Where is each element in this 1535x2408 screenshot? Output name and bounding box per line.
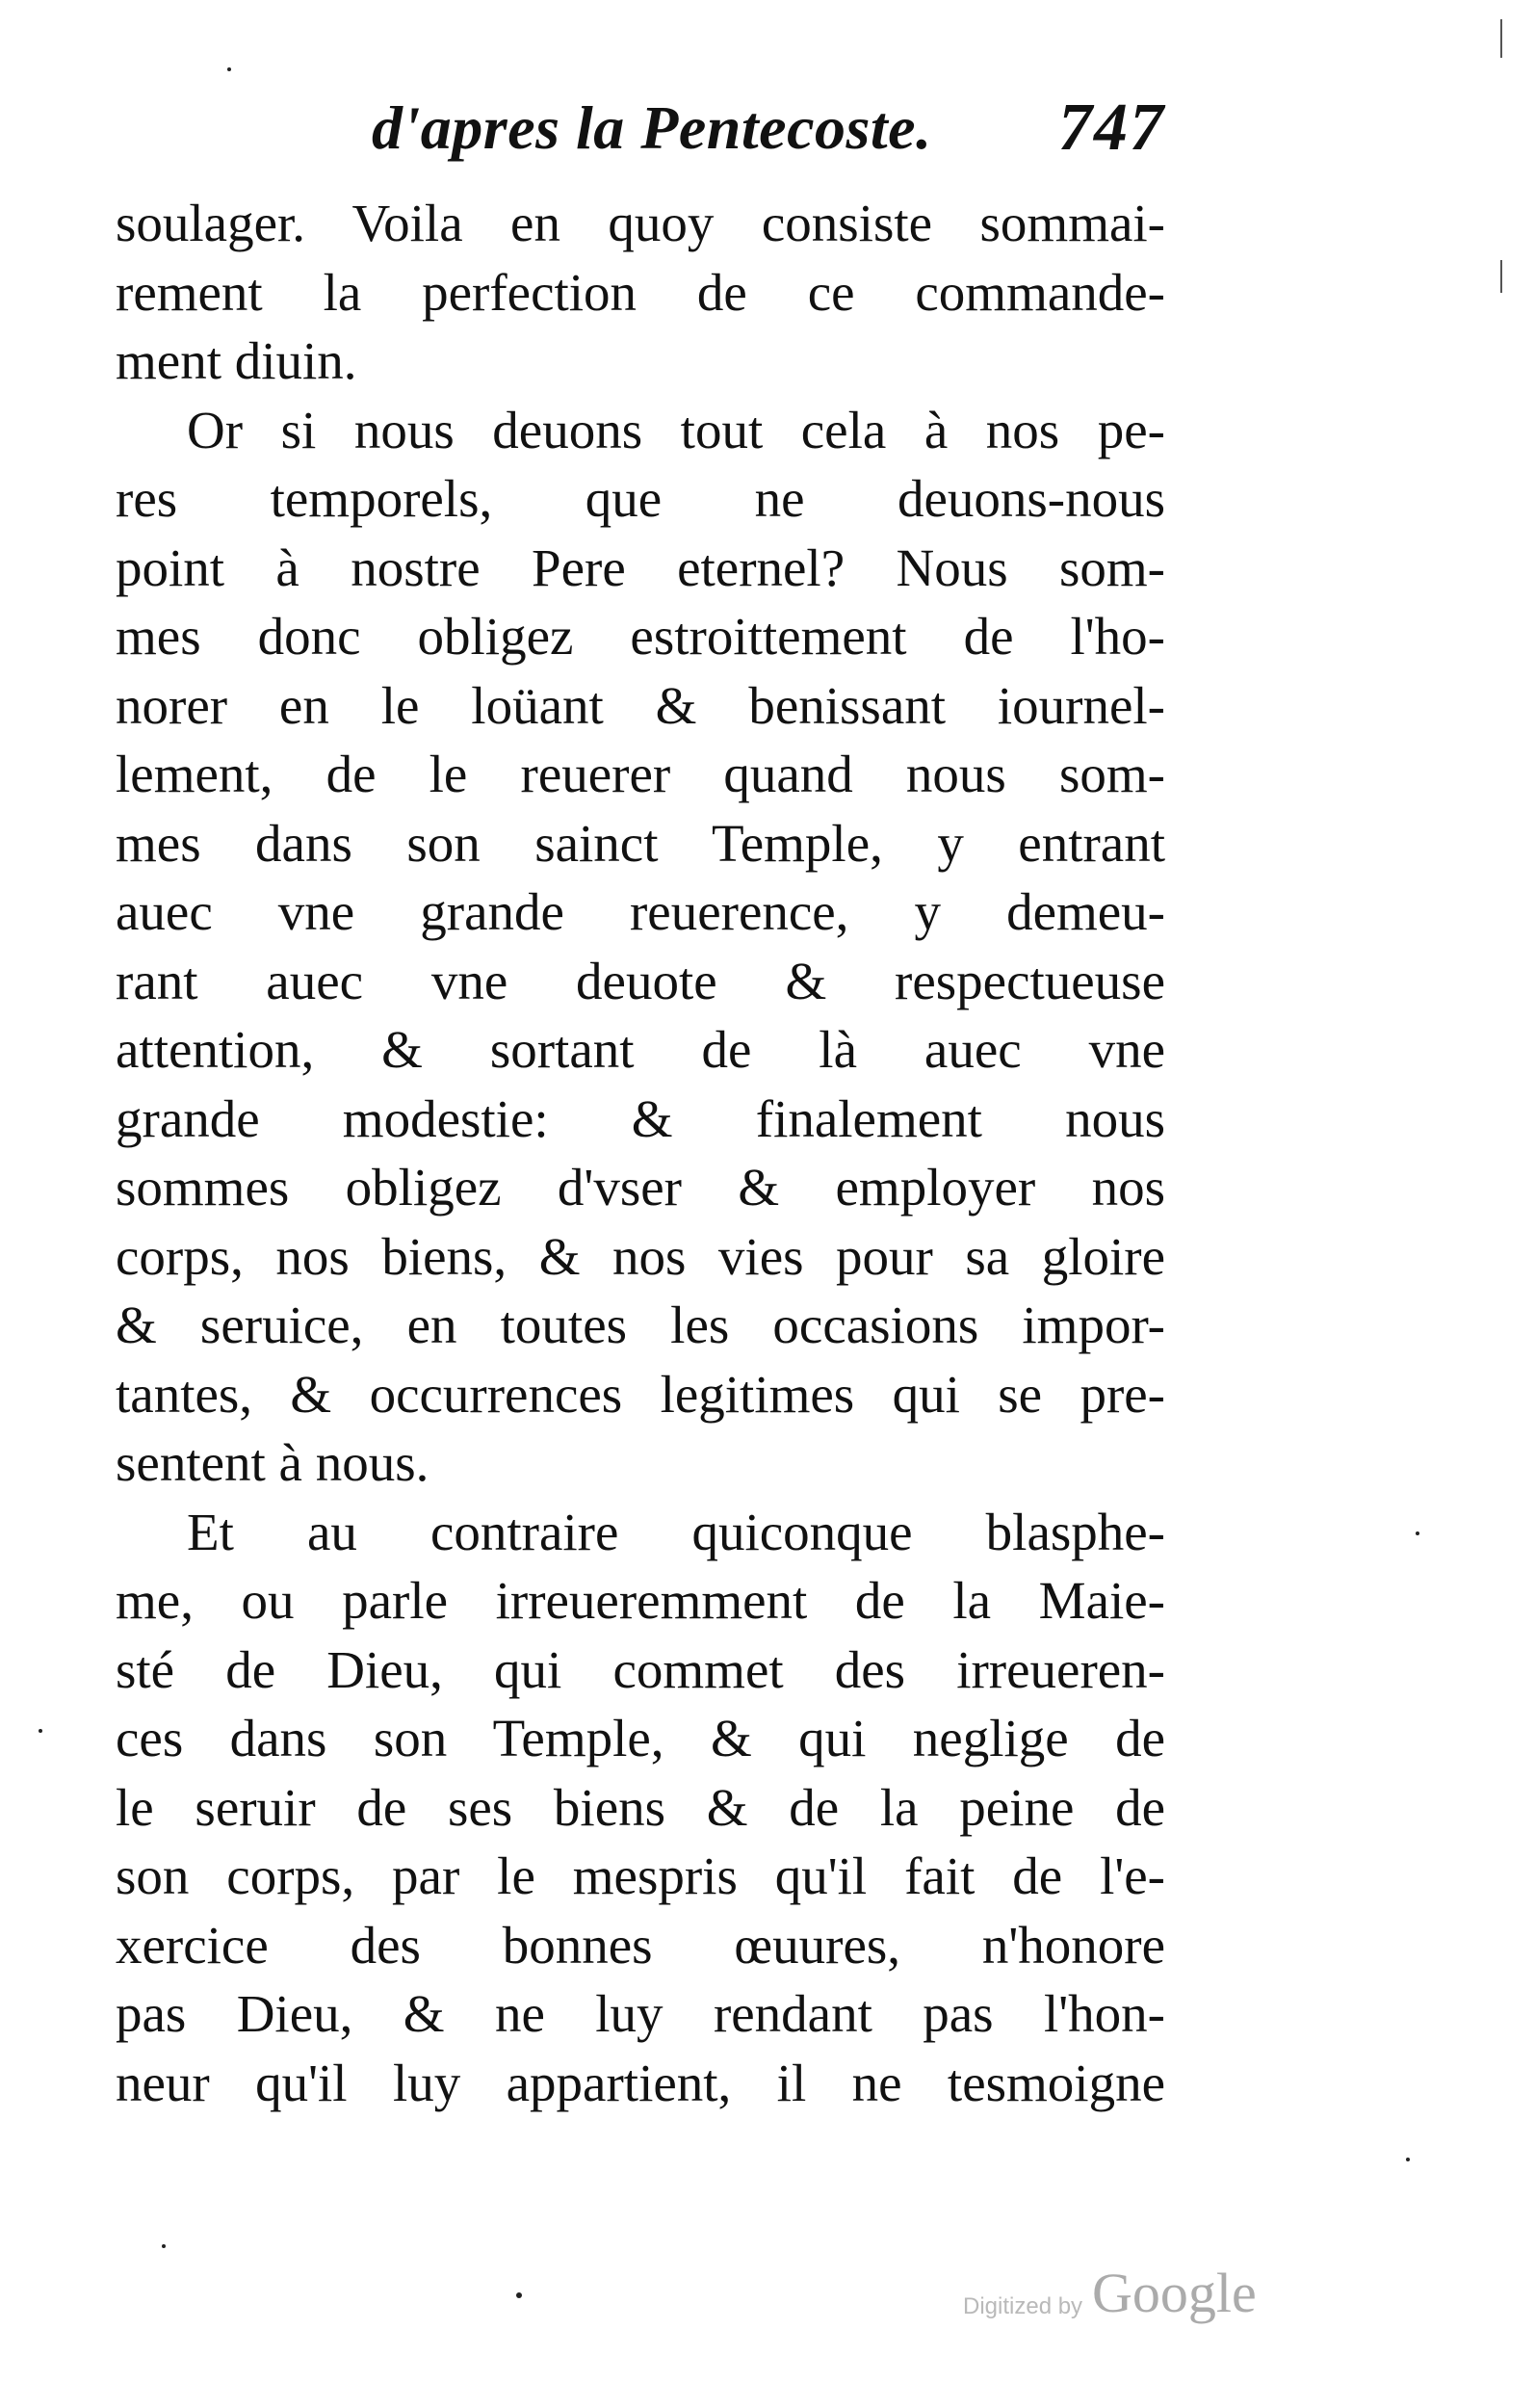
text-line: ment diuin.	[116, 331, 357, 390]
text-line: xercice des bonnes œuures, n'honore	[116, 1915, 1165, 1975]
digitized-watermark	[963, 2254, 1290, 2341]
text-line: mes donc obligez estroittement de l'ho-	[116, 607, 1165, 666]
page-number: 747	[1058, 91, 1165, 165]
text-line: tantes, & occurrences legitimes qui se pre-	[116, 1364, 1165, 1424]
text-line: res temporels, que ne deuons-nous	[116, 469, 1165, 528]
scan-edge-mark	[1500, 260, 1502, 293]
text-line: soulager. Voila en quoy consiste sommai-	[116, 194, 1165, 252]
text-line: & seruice, en toutes les occasions impor-	[116, 1296, 1165, 1354]
text-line: son corps, par le mespris qu'il fait de l'e-	[116, 1846, 1165, 1905]
digitized-label: Digitized by	[963, 2293, 1083, 2319]
text-line: grande modestie: & finalement nous	[116, 1088, 1165, 1148]
scan-speck	[1406, 2158, 1410, 2161]
scan-edge-mark	[1500, 19, 1502, 58]
text-line: auec vne grande reuerence, y demeu-	[116, 882, 1165, 941]
running-head: d'apres la Pentecoste.	[372, 93, 932, 162]
scan-speck	[1416, 1531, 1419, 1535]
text-line: neur qu'il luy appartient, il ne tesmoigne	[116, 2053, 1165, 2112]
scan-speck	[227, 67, 231, 71]
text-line: point à nostre Pere eternel? Nous som-	[116, 537, 1165, 597]
text-line: attention, & sortant de là auec vne	[116, 1020, 1165, 1079]
text-line: Et au contraire quiconque blasphe-	[187, 1502, 1165, 1561]
text-line: corps, nos biens, & nos vies pour sa gloire	[116, 1226, 1165, 1286]
page-header	[347, 75, 1165, 181]
text-line: mes dans son sainct Temple, y entrant	[116, 813, 1165, 873]
scan-speck	[162, 2244, 166, 2248]
text-line: sentent à nous.	[116, 1433, 429, 1492]
scan-speck	[39, 1729, 42, 1733]
text-line: rement la perfection de ce commande-	[116, 262, 1165, 322]
google-wordmark: Google	[1092, 2262, 1257, 2324]
body-text	[116, 189, 1165, 2117]
text-line: ces dans son Temple, & qui neglige de	[116, 1709, 1165, 1767]
text-line: pas Dieu, & ne luy rendant pas l'hon-	[116, 1984, 1165, 2043]
text-line: lement, de le reuerer quand nous som-	[116, 745, 1165, 803]
text-line: sommes obligez d'vser & employer nos	[116, 1158, 1165, 1217]
text-line: me, ou parle irreueremment de la Maie-	[116, 1571, 1165, 1630]
text-line: le seruir de ses biens & de la peine de	[116, 1777, 1165, 1837]
text-line: rant auec vne deuote & respectueuse	[116, 951, 1165, 1010]
text-line: sté de Dieu, qui commet des irreueren-	[116, 1639, 1165, 1699]
text-line: Or si nous deuons tout cela à nos pe-	[187, 400, 1165, 459]
scan-speck	[516, 2292, 522, 2298]
text-line: norer en le loüant & benissant iournel-	[116, 675, 1165, 735]
